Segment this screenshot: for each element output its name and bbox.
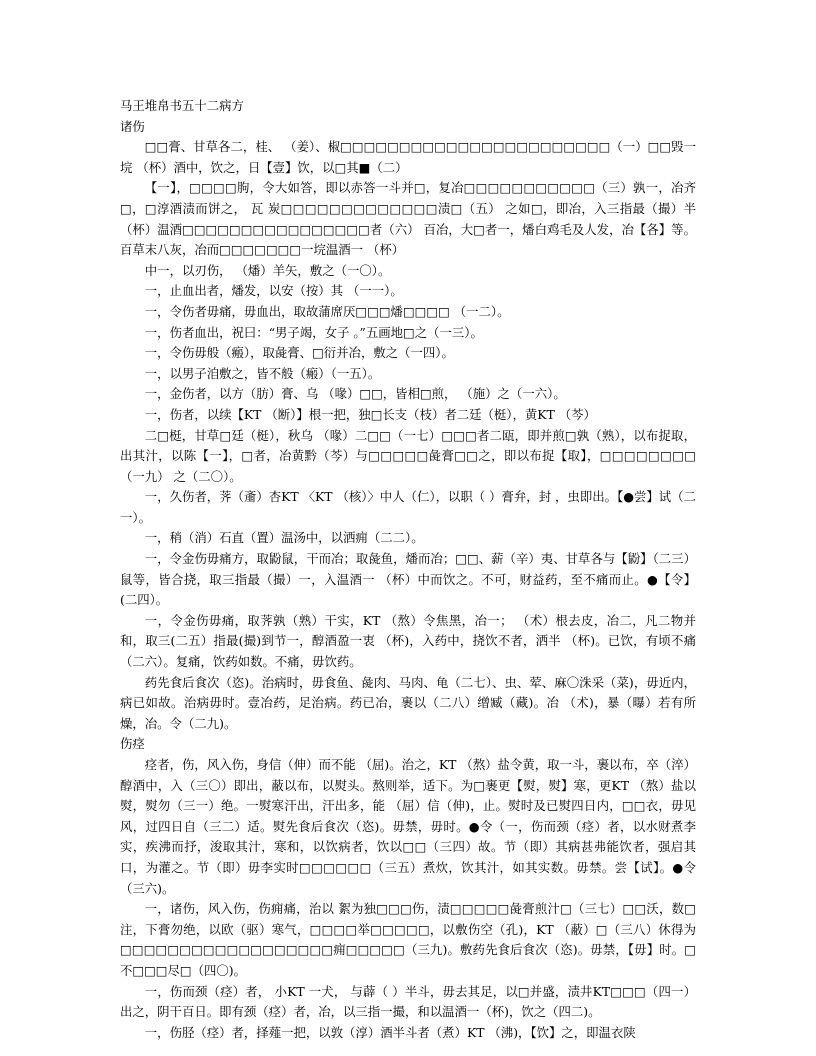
paragraph: 二□梃，甘草□廷（梃），秋乌 （喙）二□□（一七）□□□者二瓯，即并煎□孰（熟），以布捉取，出其汁，以陈【一】，□者，冶黄黔（芩）与□□□□□彘膏□□之，即以布捉【取】，□□□□□□□□（一九） 之（二〇）。 — [120, 427, 696, 484]
paragraph: □□膏、甘草各二，桂、 （姜）、椒□□□□□□□□□□□□□□□□□□□□□□□（一）□□毁一垸 （杯）酒中，饮之，日【壹】饮，以□其■（二） — [120, 139, 696, 175]
paragraph: 痉者，伤，风入伤，身信（伸）而不能 （屈)。治之，KT （熬）盐令黄，取一斗，裹以布，卒（淬）醇酒中，入（三〇）即出，蔽以布，以熨头。熬则举，适下。为□裹更【熨，熨】寒，更KT （熬）盐以熨，熨勿（三一）绝。一熨寒汗出，汗出多，能 （屈）信（伸)，止。熨时及已熨四日内，□□衣，毋见风，过四日自（三二）适。熨先食后食次（恣)。毋禁，毋时。●令（一，伤而颈（痉）者，以水财煮李实，疾沸而抒，浚取其汁，寒和，以饮病者，饮以□□（三四）故。节（即）其病甚弗能饮者，强启其口，为灌之。节（即）毋李实时□□□□□□（三五）煮炊，饮其汁，如其实数。毋禁。尝【试】。●令（三六)。 — [120, 757, 696, 896]
document-body — [120, 96, 696, 1043]
paragraph: 一，止血出者，燔发，以安（按）其 （一一）。 — [144, 283, 403, 299]
paragraph: 一，稍（消）石直（置）温汤中，以洒痈（二二）。 — [144, 530, 424, 546]
paragraph: 一，伤胫（痉）者，择薤一把，以敦（淳）酒半斗者（煮）KT （沸)，【饮】之，即温衣陕 — [144, 1024, 636, 1040]
paragraph: 一，令金伤毋痛，取荠孰（熟）干实，KT （熬）令焦黑，冶一； （术）根去皮，冶二，凡二物并和，取三(二五）指最(撮)到节一，醇酒盈一衷 （杯)，入药中，挠饮不者，洒半 （杯)。已饮，有顷不痛（二六）。复痛，饮药如数。不痛，毋饮药。 — [120, 612, 696, 670]
paragraph: 药先食后食次（恣)。治病时，毋食鱼、彘肉、马肉、龟（二七）、虫、荤、麻〇洙采（菜)，毋近内，病已如故。治病毋时。壹冶药，足治病。药已冶，裹以（二八）缯臧（藏)。冶 （术)，暴（曝）若有所燥，冶。令（二九)。 — [120, 674, 696, 731]
paragraph: 一，诸伤，风入伤，伤痈痛，治以 絮为独□□□伤，渍□□□□□彘膏煎汁□（三七）□□沃，数□注，下膏勿绝，以欧（驱）寒气，□□□□举□□□□□，以敷伤空（孔)，KT （蔽）□（三八）休得为□□□□□□□□□□□□□□□□□□痈□□□□□（三九)。敷药先食后食次（恣)。毋禁，【毋】时。□ 不□□□尽□（四〇)。 — [120, 901, 696, 978]
paragraph: 一，伤者血出，祝曰：“男子竭，女子 。”五画地□之（一三）。 — [144, 324, 483, 340]
paragraph: 一，金伤者，以方（肪）膏、乌 （喙）□□，皆相□煎， （施）之（一六）。 — [144, 386, 566, 402]
paragraph: 一，久伤者，荠（齑）杏KT 〈KT （核）〉中人（仁），以职（ ）膏弁，封 ，虫即出。【●尝】试（二一）。 — [120, 489, 696, 525]
paragraph: 中一，以刃伤， （燔）羊矢，敷之（一〇）。 — [144, 262, 391, 278]
paragraph: 一，令伤者毋痛，毋血出，取故蒲席厌□□□燔□□□□ （一二）。 — [144, 303, 510, 319]
paragraph: 一，令金伤毋痛方，取鼢鼠，干而冶；取彘鱼，燔而冶；□□、薪（辛）夷、甘草各与【鼢】（二三）鼠等，皆合挠，取三指最（撮）一，入温酒一 （杯）中而饮之。不可，财益药，至不痛而止。●【令】(二四）。 — [120, 551, 696, 608]
section-shangjing — [120, 734, 696, 1043]
paragraph: 一，令伤毋般（瘢），取彘膏、□衍并冶，敷之（一四）。 — [144, 345, 454, 361]
section-zhushang — [120, 117, 696, 735]
document-title: 马王堆帛书五十二病方 — [120, 98, 244, 113]
section-heading: 诸伤 — [120, 118, 145, 134]
section-heading: 伤痉 — [120, 736, 145, 752]
paragraph: 一，伤而颈（痉）者， 小KT 一犬， 与薜（ ）半斗，毋去其足，以□并盛，渍井KT□□□（四一）出之，阴干百日。即有颈（痉）者，冶，以三指一撮，和以温酒一（杯)，饮之（四二)。 — [120, 983, 696, 1020]
paragraph: 【一】，□□□□朐，令大如答，即以赤答一斗并□，复冶□□□□□□□□□□□（三）孰一，冶齐□，□淳酒渍而饼之， 瓦 炭□□□□□□□□□□□□□渍□（五） 之如□，即冶，入三指最（撮）半 （杯）温酒□□□□□□□□□□□□□□□□者（六） 百冶，大□者一，燔白鸡毛及人发，冶【各】等。百草末八灰，冶而□□□□□□□一垸温酒一 （杯） — [120, 180, 696, 258]
paragraph: 一，以男子洎敷之，皆不般（瘢）（一五）。 — [144, 365, 381, 381]
paragraph: 一，伤者，以续【KT （断）】根一把，独□长支（枝）者二廷（梃），黄KT （芩） — [144, 406, 596, 422]
